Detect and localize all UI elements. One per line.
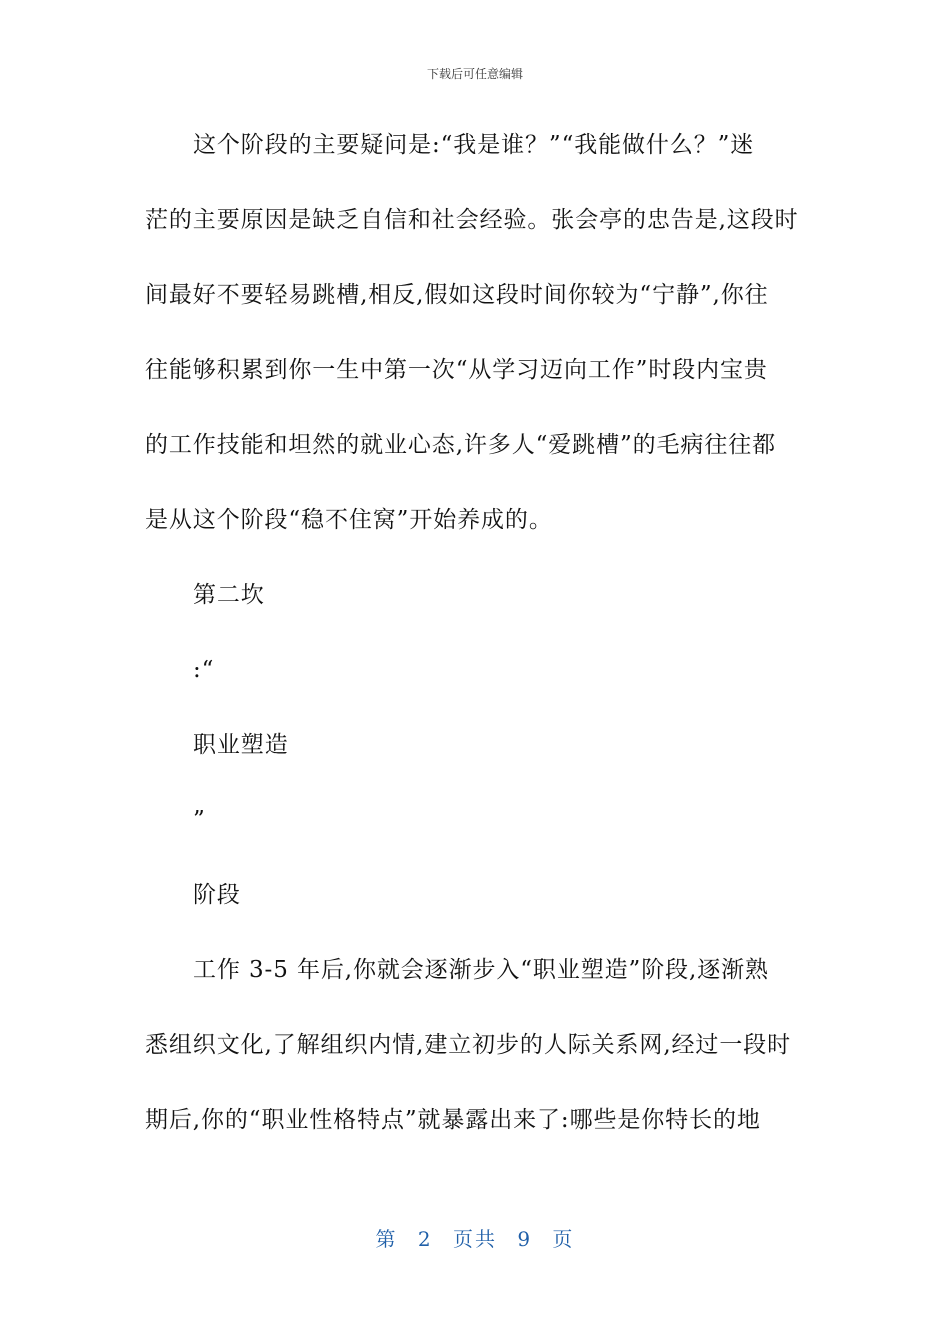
document-body bbox=[145, 121, 805, 1171]
paragraph-line: 往能够积累到你一生中第一次“从学习迈向工作”时段内宝贵 bbox=[145, 357, 768, 383]
paragraph-line: 这个阶段的主要疑问是:“我是谁？”“我能做什么？”迷 bbox=[193, 132, 755, 158]
paragraph-line: 期后,你的“职业性格特点”就暴露出来了:哪些是你特长的地 bbox=[145, 1107, 761, 1133]
paragraph-line: 的工作技能和坦然的就业心态,许多人“爱跳槽”的毛病往往都 bbox=[145, 432, 777, 458]
paragraph-line: 是从这个阶段“稳不住窝”开始养成的。 bbox=[145, 507, 553, 533]
paragraph-line: 间最好不要轻易跳槽,相反,假如这段时间你较为“宁静”,你往 bbox=[145, 282, 769, 308]
section-heading-line: 职业塑造 bbox=[193, 732, 289, 758]
paragraph-line: 茫的主要原因是缺乏自信和社会经验。张会亭的忠告是,这段时 bbox=[145, 207, 799, 233]
page-header: 下载后可任意编辑 bbox=[426, 67, 523, 81]
section-heading-line: :“ bbox=[193, 657, 215, 683]
section-heading-line: ” bbox=[193, 807, 206, 833]
section-heading-line: 第二坎 bbox=[193, 582, 265, 608]
paragraph-line: 工作 3-5 年后,你就会逐渐步入“职业塑造”阶段,逐渐熟 bbox=[193, 957, 769, 983]
section-heading-line: 阶段 bbox=[193, 882, 241, 908]
page-number-footer: 第 2 页共 9 页 bbox=[375, 1227, 575, 1251]
paragraph-line: 悉组织文化,了解组织内情,建立初步的人际关系网,经过一段时 bbox=[145, 1032, 792, 1058]
